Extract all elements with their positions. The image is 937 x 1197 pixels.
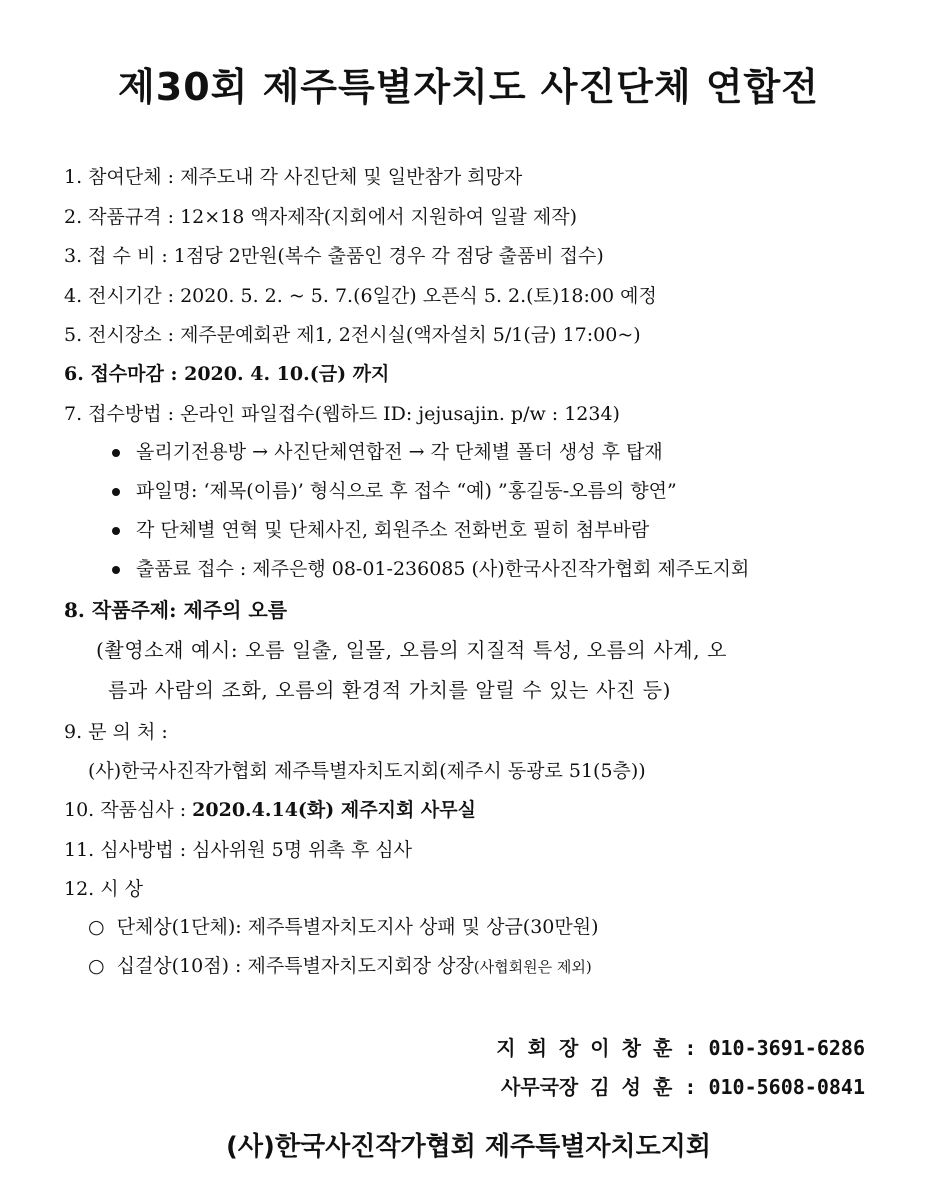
document-title: 제30회 제주특별자치도 사진단체 연합전 (118, 65, 819, 109)
item-submission-method: 7. 접수방법 : 온라인 파일접수(웹하드 ID: jejusajin. p/w : 1234) (64, 403, 620, 425)
item-deadline: 6. 접수마감 : 2020. 4. 10.(금) 까지 (64, 363, 390, 385)
signature-chairman: 지 회 장 이 창 훈 : 010-3691-6286 (496, 1036, 865, 1060)
bullet-item: 각 단체별 연혁 및 단체사진, 회원주소 전화번호 필히 첨부바람 (112, 517, 649, 543)
item-period: 4. 전시기간 : 2020. 5. 2. ~ 5. 7.(6일간) 오픈식 5. 2.(토)18:00 예정 (64, 285, 657, 307)
item-awards-label: 12. 시 상 (64, 878, 144, 900)
signature-secretary: 사무국장 김 성 훈 : 010-5608-0841 (500, 1075, 865, 1099)
bullet-item: 출품료 접수 : 제주은행 08-01-236085 (사)한국사진작가협회 제주도지회 (112, 556, 749, 582)
award-item: ○ 단체상(1단체): 제주특별자치도지사 상패 및 상금(30만원) (88, 916, 599, 938)
item-participants: 1. 참여단체 : 제주도내 각 사진단체 및 일반참가 희망자 (64, 166, 523, 188)
item-contact-value: (사)한국사진작가협회 제주특별자치도지회(제주시 동광로 51(5층)) (88, 760, 646, 782)
item-judging: 10. 작품심사 : 2020.4.14(화) 제주지회 사무실 (64, 799, 476, 821)
bullet-dot-icon (112, 527, 120, 535)
item-contact-label: 9. 문 의 처 : (64, 721, 168, 743)
circle-bullet-icon: ○ (88, 916, 105, 938)
item-fee: 3. 접 수 비 : 1점당 2만원(복수 출품인 경우 각 점당 출품비 접수) (64, 245, 604, 267)
bullet-item: 올리기전용방 → 사진단체연합전 → 각 단체별 폴더 생성 후 탑재 (112, 439, 663, 465)
bullet-item: 파일명: ‘제목(이름)’ 형식으로 후 접수 “예) ”홍길동-오름의 향연” (112, 478, 677, 504)
bullet-dot-icon (112, 449, 120, 457)
item-theme: 8. 작품주제: 제주의 오름 (64, 598, 288, 622)
award-item: ○ 십걸상(10점) : 제주특별자치도지회장 상장(사협회원은 제외) (88, 955, 592, 977)
bullet-dot-icon (112, 566, 120, 574)
theme-description-line1: (촬영소재 예시: 오름 일출, 일몰, 오름의 지질적 특성, 오름의 사계, 오 (96, 638, 728, 662)
circle-bullet-icon: ○ (88, 955, 105, 977)
bullet-dot-icon (112, 488, 120, 496)
item-venue: 5. 전시장소 : 제주문예회관 제1, 2전시실(액자설치 5/1(금) 17:00~) (64, 324, 641, 346)
item-size: 2. 작품규격 : 12×18 액자제작(지회에서 지원하여 일괄 제작) (64, 206, 577, 228)
theme-description-line2: 름과 사람의 조화, 오름의 환경적 가치를 알릴 수 있는 사진 등) (108, 678, 672, 702)
item-judging-method: 11. 심사방법 : 심사위원 5명 위촉 후 심사 (64, 839, 412, 861)
organization-footer: (사)한국사진작가협회 제주특별자치도지회 (226, 1132, 711, 1162)
